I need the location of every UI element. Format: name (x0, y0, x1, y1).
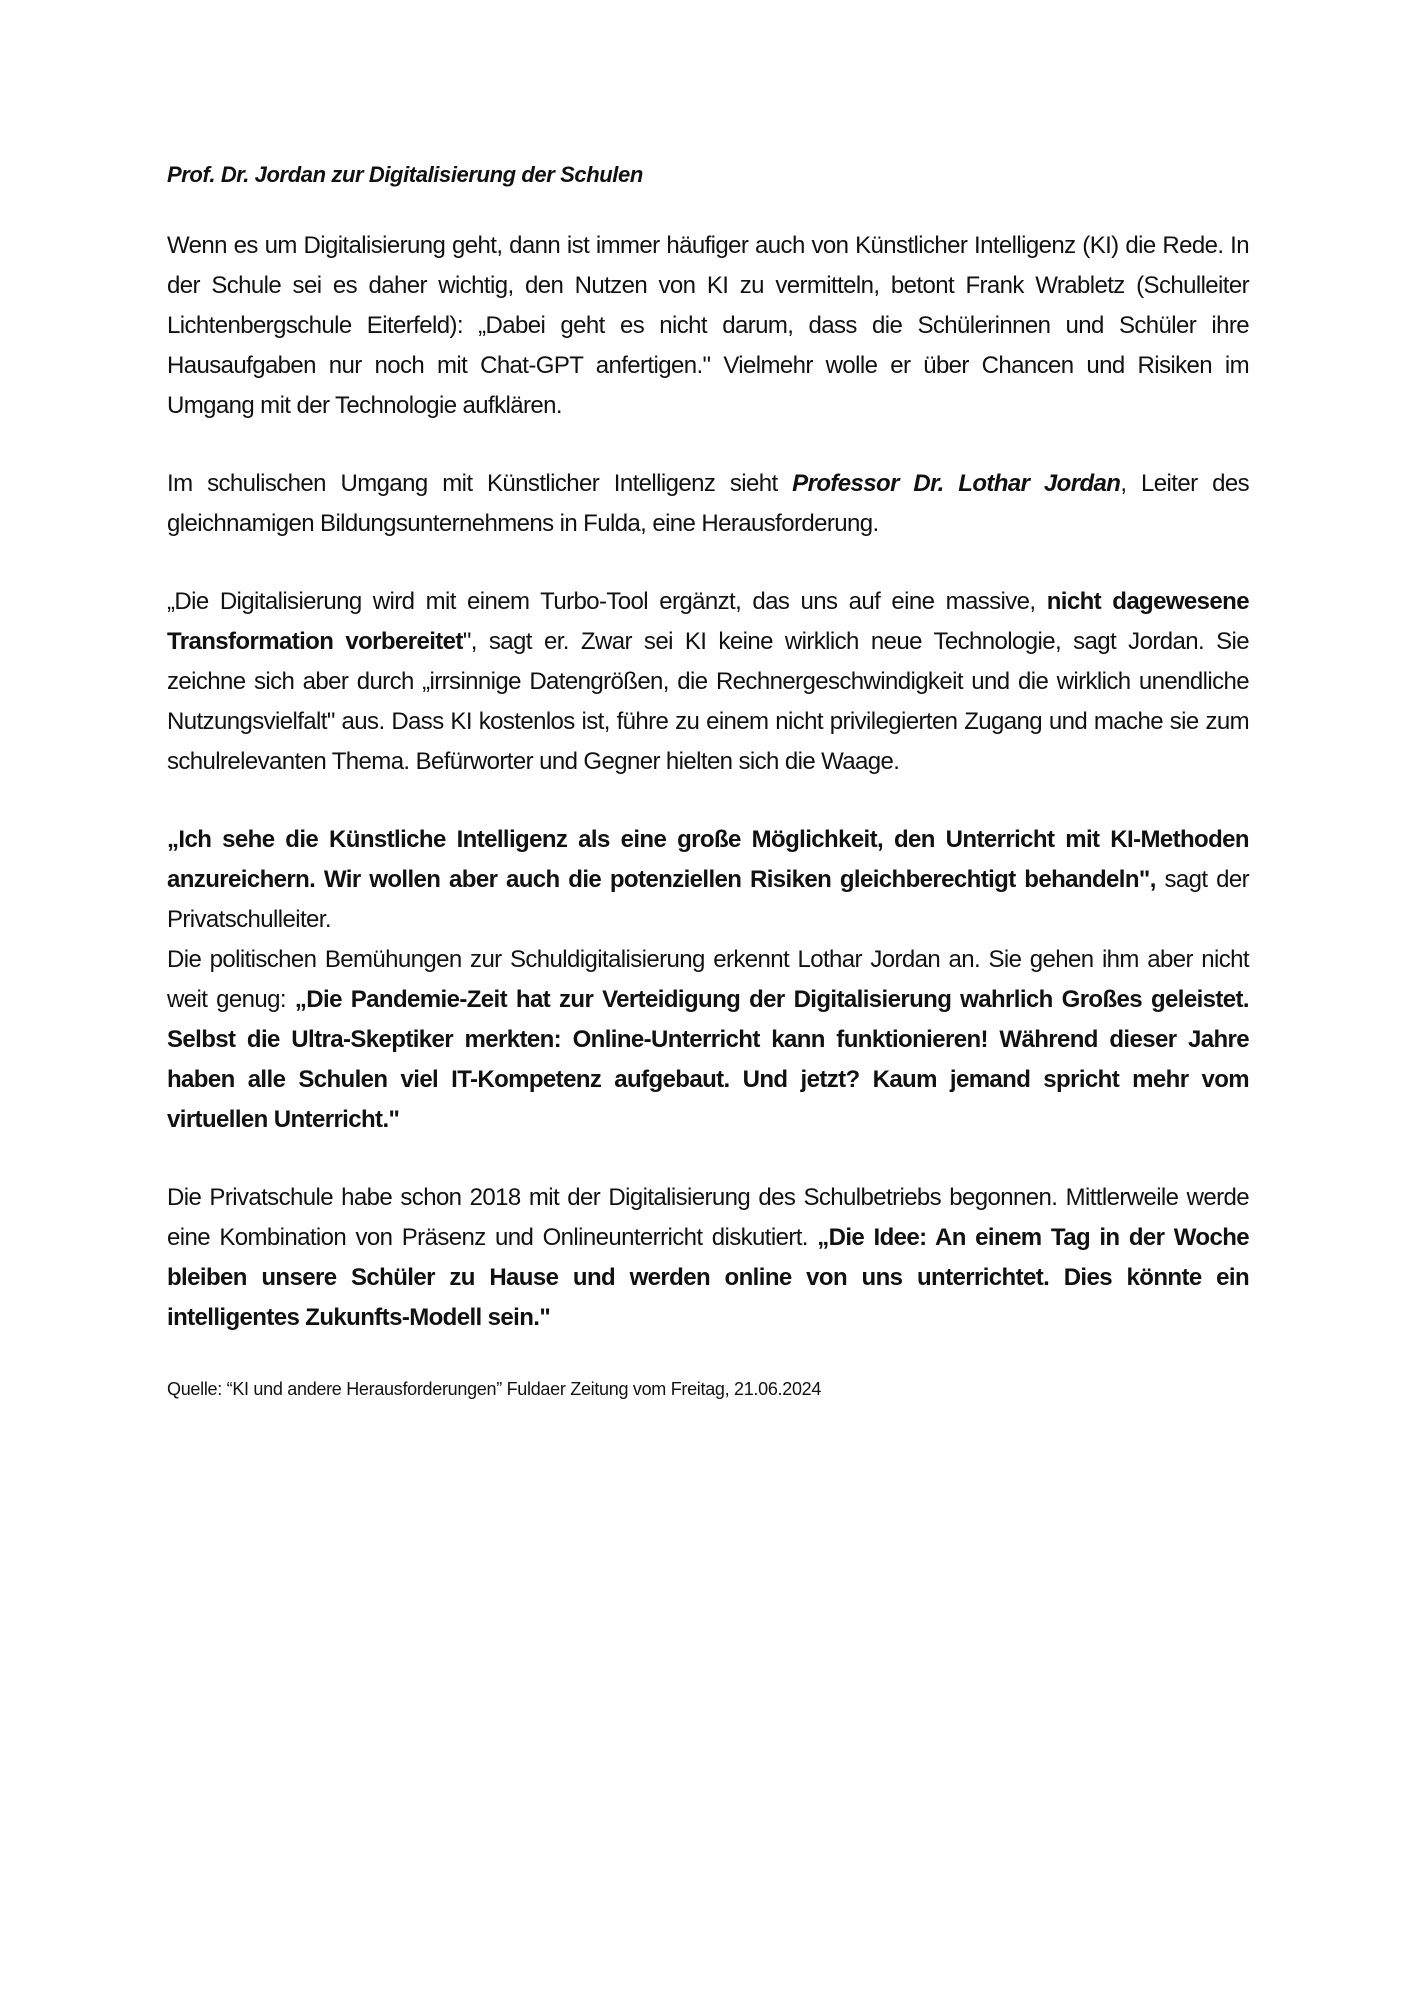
bold-quote: „Die Idee: An einem Tag in der Woche bleiben unsere Schüler zu Hause und werden online von uns unterrichtet. Dies könnte ein intelligentes Zukunfts-Modell sein." (167, 1224, 1249, 1331)
person-name: Professor Dr. Lothar Jordan (792, 470, 1121, 497)
document-page (167, 160, 1249, 1420)
paragraph-intro: Wenn es um Digitalisierung geht, dann ist immer häufiger auch von Künstlicher Intelligenz (KI) die Rede. In der Schule sei es daher wichtig, den Nutzen von KI zu vermitteln, betont Frank Wrabletz (Schulleiter Lichtenbergschule Eiterfeld): „Dabei geht es nicht darum, dass die Schülerinnen und Schüler ihre Hausaufgaben nur noch mit Chat-GPT anfertigen." Vielmehr wolle er über Chancen und Risiken im Umgang mit der Technologie aufklären. (167, 232, 1249, 419)
text-segment: „Die Digitalisierung wird mit einem Turbo-Tool ergänzt, das uns auf eine massive, (167, 588, 1047, 615)
paragraph-privatschule (167, 1178, 1249, 1338)
paragraph-jordan-intro (167, 464, 1249, 544)
text-segment: Die politischen Bemühungen zur Schuldigitalisierung erkennt Lothar Jordan an. Sie gehen ihm aber nicht weit genug: (167, 946, 1249, 1013)
bold-quote: „Ich sehe die Künstliche Intelligenz als eine große Möglichkeit, den Unterricht mit KI-Methoden anzureichern. Wir wollen aber auch die potenziellen Risiken gleichberechtigt behandeln", (167, 826, 1249, 893)
text-segment: , Leiter des gleichnamigen Bildungsunternehmens in Fulda, eine Herausforderung. (167, 470, 1249, 537)
text-segment: Im schulischen Umgang mit Künstlicher Intelligenz sieht (167, 470, 793, 497)
document-title: Prof. Dr. Jordan zur Digitalisierung der Schulen (167, 162, 643, 187)
paragraph-turbo-tool (167, 582, 1249, 782)
bold-quote: „Die Pandemie-Zeit hat zur Verteidigung der Digitalisierung wahrlich Großes geleistet. Selbst die Ultra-Skeptiker merkten: Online-Unterricht kann funktionieren! Während dieser Jahre haben alle Schulen viel IT-Kompetenz aufgebaut. Und jetzt? Kaum jemand spricht mehr vom virtuellen Unterricht." (167, 986, 1249, 1133)
source-citation: Quelle: “KI und andere Herausforderungen” Fuldaer Zeitung vom Freitag, 21.06.2024 (167, 1379, 822, 1399)
text-segment: Die Privatschule habe schon 2018 mit der Digitalisierung des Schulbetriebs begonnen. Mittlerweile werde eine Kombination von Präsenz und Onlineunterricht diskutiert. (167, 1184, 1249, 1251)
text-segment: sagt der Privatschulleiter. (167, 866, 1249, 933)
text-segment: ", sagt er. Zwar sei KI keine wirklich neue Technologie, sagt Jordan. Sie zeichne sich aber durch „irrsinnige Datengrößen, die Rechnergeschwindigkeit und die wirklich unendliche Nutzungsvielfalt" aus. Dass KI kostenlos ist, führe zu einem nicht privilegierten Zugang und mache sie zum schulrelevanten Thema. Befürworter und Gegner hielten sich die Waage. (167, 628, 1249, 775)
bold-quote: nicht dagewesene Transformation vorbereitet (167, 588, 1249, 655)
paragraph-ki-quote (167, 820, 1249, 940)
paragraph-pandemie (167, 940, 1249, 1140)
